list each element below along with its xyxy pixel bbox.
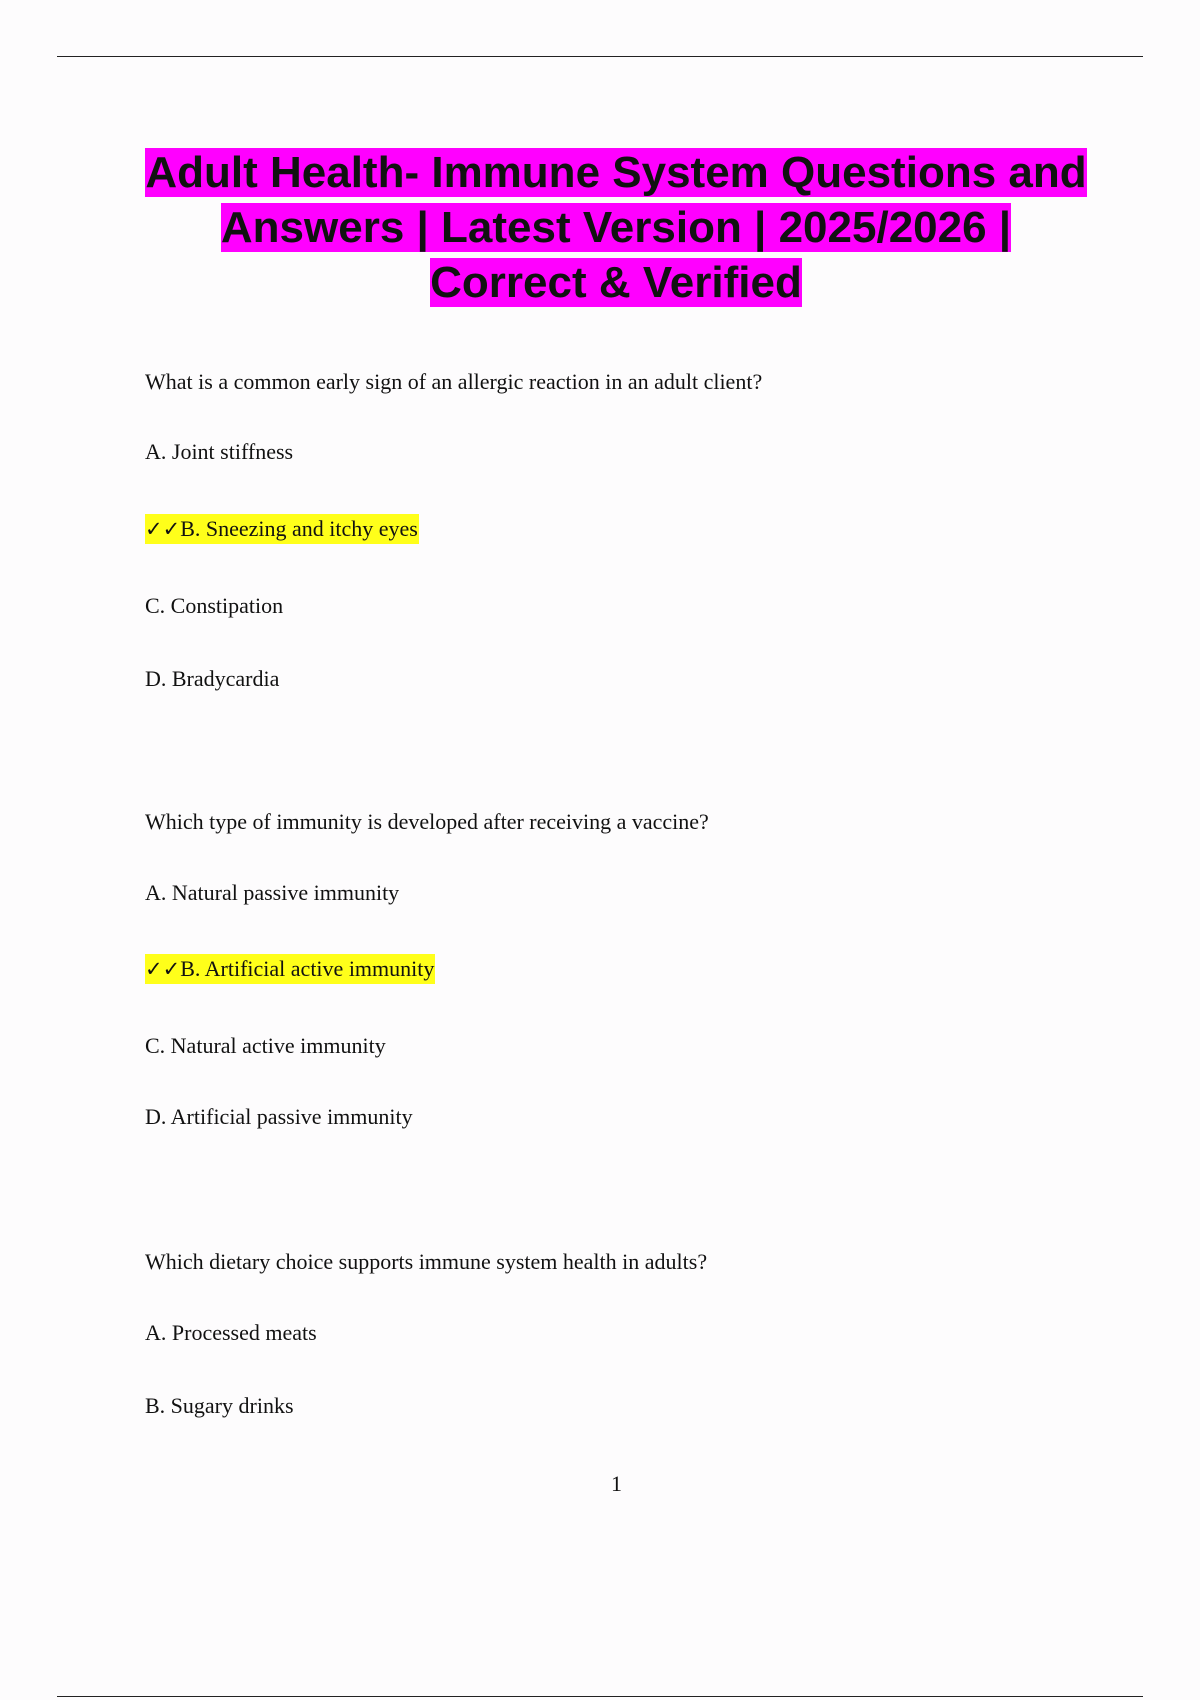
question-2-option-d: D. Artificial passive immunity <box>145 1104 413 1129</box>
correct-answer-highlight <box>145 954 435 984</box>
question-1-prompt: What is a common early sign of an allergic reaction in an adult client? <box>145 369 763 394</box>
question-3-option-b: B. Sugary drinks <box>145 1393 294 1418</box>
question-1-option-a: A. Joint stiffness <box>145 439 294 464</box>
question-2-option-c: C. Natural active immunity <box>145 1033 386 1058</box>
correct-answer-highlight <box>145 514 419 544</box>
question-2-prompt: Which type of immunity is developed after receiving a vaccine? <box>145 809 709 834</box>
page-number: 1 <box>611 1471 622 1496</box>
question-2-option-a: A. Natural passive immunity <box>145 880 400 905</box>
question-2-option-b-label: B. Artificial active immunity <box>180 956 435 981</box>
document-title <box>145 145 1087 310</box>
header-rule <box>57 56 1143 57</box>
question-1-option-b-label: B. Sneezing and itchy eyes <box>180 516 418 541</box>
question-3-option-a: A. Processed meats <box>145 1320 317 1345</box>
question-1-option-b-correct <box>145 515 419 543</box>
title-highlight: Adult Health- Immune System Questions and Answers | Latest Version | 2025/2026 | Correct & Verified <box>145 148 1087 307</box>
question-1-option-d: D. Bradycardia <box>145 666 280 691</box>
checkmark-icon: ✓✓ <box>145 957 181 981</box>
question-2-option-b-correct <box>145 955 435 983</box>
checkmark-icon: ✓✓ <box>145 517 181 541</box>
question-1-option-c: C. Constipation <box>145 593 284 618</box>
footer-rule <box>57 1696 1143 1697</box>
question-3-prompt: Which dietary choice supports immune system health in adults? <box>145 1249 708 1274</box>
